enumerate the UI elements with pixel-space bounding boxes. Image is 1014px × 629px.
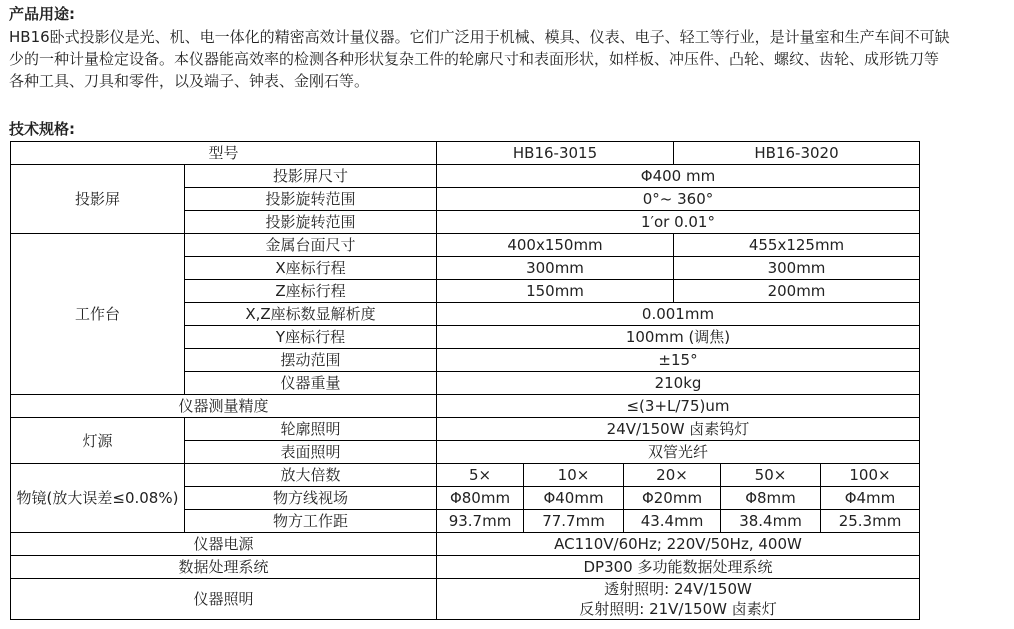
- row-value: 0°~ 360°: [437, 188, 920, 211]
- cell: 50×: [721, 464, 821, 487]
- purpose-line: 少的一种计量检定设备。本仪器能高效率的检测各种形状复杂工件的轮廓尺寸和表面形状，如样板、冲压件、凸轮、螺纹、齿轮、成形铣刀等: [9, 50, 940, 68]
- row-value: 24V/150W 卤素钨灯: [437, 418, 920, 441]
- cell: 77.7mm: [524, 510, 624, 533]
- group-light: 灯源: [11, 418, 185, 464]
- cell: 10×: [524, 464, 624, 487]
- cell: Φ20mm: [624, 487, 721, 510]
- row-label: 投影旋转范围: [185, 188, 437, 211]
- row-label: 表面照明: [185, 441, 437, 464]
- group-screen: 投影屏: [11, 165, 185, 234]
- group-objective: 物镜(放大误差≤0.08%): [11, 464, 185, 533]
- row-value: AC110V/60Hz; 220V/50Hz, 400W: [437, 533, 920, 556]
- purpose-line: HB16卧式投影仪是光、机、电一体化的精密高效计量仪器。它们广泛用于机械、模具、仪表、电子、轻工等行业，是计量室和生产车间不可缺: [9, 28, 950, 46]
- row-label: X,Z座标数显解析度: [185, 303, 437, 326]
- row-label: 数据处理系统: [11, 556, 437, 579]
- row-label: Z座标行程: [185, 280, 437, 303]
- specs-heading: 技术规格:: [9, 120, 75, 138]
- cell: 25.3mm: [821, 510, 920, 533]
- row-label: Y座标行程: [185, 326, 437, 349]
- cell: 93.7mm: [437, 510, 524, 533]
- table-row: [11, 142, 920, 165]
- table-row: [11, 395, 920, 418]
- row-label: 金属台面尺寸: [185, 234, 437, 257]
- row-value: ≤(3+L/75)um: [437, 395, 920, 418]
- row-value-a: 150mm: [437, 280, 674, 303]
- cell: Φ4mm: [821, 487, 920, 510]
- row-value: 1′or 0.01°: [437, 211, 920, 234]
- row-label: 仪器重量: [185, 372, 437, 395]
- row-label: 仪器电源: [11, 533, 437, 556]
- cell: 20×: [624, 464, 721, 487]
- purpose-heading: 产品用途:: [9, 5, 75, 23]
- cell: 43.4mm: [624, 510, 721, 533]
- table-row: [11, 556, 920, 579]
- model-label: 型号: [11, 142, 437, 165]
- row-value: Φ400 mm: [437, 165, 920, 188]
- row-label: 物方线视场: [185, 487, 437, 510]
- model-a: HB16-3015: [437, 142, 674, 165]
- purpose-line: 各种工具、刀具和零件，以及端子、钟表、金刚石等。: [9, 72, 370, 90]
- row-value-b: 455x125mm: [674, 234, 920, 257]
- table-row: [11, 464, 920, 487]
- illumination-line: 反射照明: 21V/150W 卤素灯: [579, 600, 777, 618]
- cell: Φ80mm: [437, 487, 524, 510]
- row-label: X座标行程: [185, 257, 437, 280]
- row-label: 仪器照明: [11, 579, 437, 620]
- table-row: [11, 234, 920, 257]
- row-label: 摆动范围: [185, 349, 437, 372]
- row-value: [437, 579, 920, 620]
- cell: 38.4mm: [721, 510, 821, 533]
- row-value: DP300 多功能数据处理系统: [437, 556, 920, 579]
- row-value: 0.001mm: [437, 303, 920, 326]
- model-b: HB16-3020: [674, 142, 920, 165]
- row-label: 投影屏尺寸: [185, 165, 437, 188]
- row-label: 投影旋转范围: [185, 211, 437, 234]
- cell: Φ8mm: [721, 487, 821, 510]
- row-value: 双管光纤: [437, 441, 920, 464]
- row-label: 物方工作距: [185, 510, 437, 533]
- table-row: [11, 579, 920, 620]
- illumination-line: 透射照明: 24V/150W: [604, 580, 752, 598]
- cell: 100×: [821, 464, 920, 487]
- row-value: ±15°: [437, 349, 920, 372]
- cell: Φ40mm: [524, 487, 624, 510]
- row-label: 仪器测量精度: [11, 395, 437, 418]
- row-value: 100mm (调焦): [437, 326, 920, 349]
- row-value-a: 400x150mm: [437, 234, 674, 257]
- row-value-b: 200mm: [674, 280, 920, 303]
- row-value-b: 300mm: [674, 257, 920, 280]
- purpose-paragraph: [9, 26, 999, 92]
- cell: 5×: [437, 464, 524, 487]
- row-value: 210kg: [437, 372, 920, 395]
- table-row: [11, 533, 920, 556]
- row-label: 放大倍数: [185, 464, 437, 487]
- table-row: [11, 165, 920, 188]
- row-label: 轮廓照明: [185, 418, 437, 441]
- table-row: [11, 418, 920, 441]
- row-value-a: 300mm: [437, 257, 674, 280]
- group-stage: 工作台: [11, 234, 185, 395]
- spec-table: [10, 141, 920, 620]
